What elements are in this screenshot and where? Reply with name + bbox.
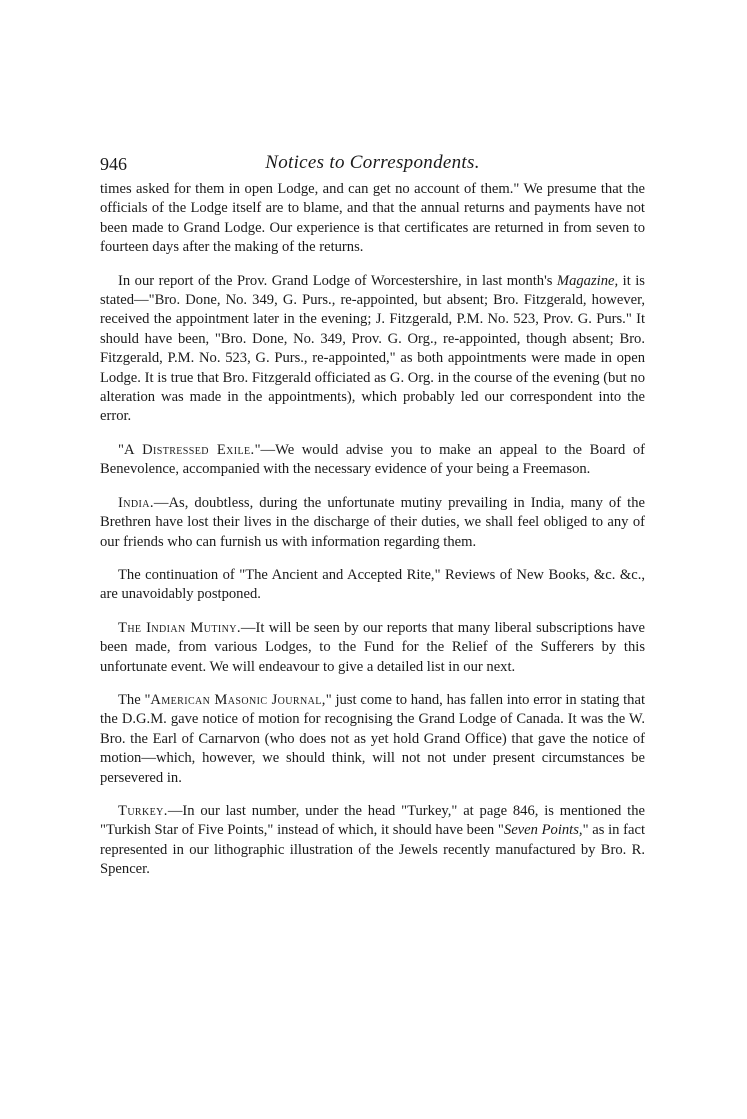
running-title: Notices to Correspondents.	[265, 152, 480, 173]
paragraph-continuation: times asked for them in open Lodge, and can get no account of them." We presume that the officials of the Lodge itself are to blame, and that the annual returns and payments have not been made to Grand Lodge. Our experience is that certificates are returned in from seven to fourteen days after the making of the returns.	[100, 181, 645, 256]
paragraph-worcestershire-correction: In our report of the Prov. Grand Lodge of Worcestershire, in last month's Magazine, it is stated—"Bro. Done, No. 349, G. Purs., re-appointed, but absent; Bro. Fitzgerald, however, received the appointment later in the evening; J. Fitzgerald, P.M. No. 523, Prov. G. Purs." It should have been, "Bro. Done, No. 349, Prov. G. Org., re-appointed, though absent; Bro. Fitzgerald, P.M. No. 523, G. Purs., re-appointed," as both appointments were made in open Lodge. It is true that Bro. Fitzgerald officiated as G. Org. in the course of the evening (but no alteration was made in the appointments), which probably led our correspondent into the error.	[100, 272, 645, 425]
paragraph-india: India.—As, doubtless, during the unfortunate mutiny prevailing in India, many of the Brethren have lost their lives in the discharge of their duties, we shall feel obliged to any of our friends who can furnish us with information regarding them.	[100, 494, 645, 550]
paragraph-postponed: The continuation of "The Ancient and Accepted Rite," Reviews of New Books, &c. &c., are unavoidably postponed.	[100, 566, 645, 603]
paragraph-indian-mutiny: The Indian Mutiny.—It will be seen by our reports that many liberal subscriptions have been made, from various Lodges, to the Fund for the Relief of the Sufferers by this unfortunate event. We will endeavour to give a detailed list in our next.	[100, 619, 646, 675]
paragraph-american-masonic-journal: The "American Masonic Journal," just come to hand, has fallen into error in stating that the D.G.M. gave notice of motion for recognising the Grand Lodge of Canada. It was the W. Bro. the Earl of Carnarvon (who does not as yet hold Grand Office) that gave the notice of motion—which, however, we should think, will not not under present circumstances be persevered in.	[100, 691, 645, 786]
paragraph-distressed-exile: "A Distressed Exile."—We would advise you to make an appeal to the Board of Benevolence, accompanied with the necessary evidence of your being a Freemason.	[100, 441, 645, 478]
page-header	[100, 150, 645, 180]
page-number: 946	[100, 154, 127, 174]
document-page	[100, 150, 645, 894]
paragraph-turkey: Turkey.—In our last number, under the head "Turkey," at page 846, is mentioned the "Turkish Star of Five Points," instead of which, it should have been "Seven Points," as in fact represented in our lithographic illustration of the Jewels recently manufactured by Bro. R. Spencer.	[100, 802, 646, 878]
